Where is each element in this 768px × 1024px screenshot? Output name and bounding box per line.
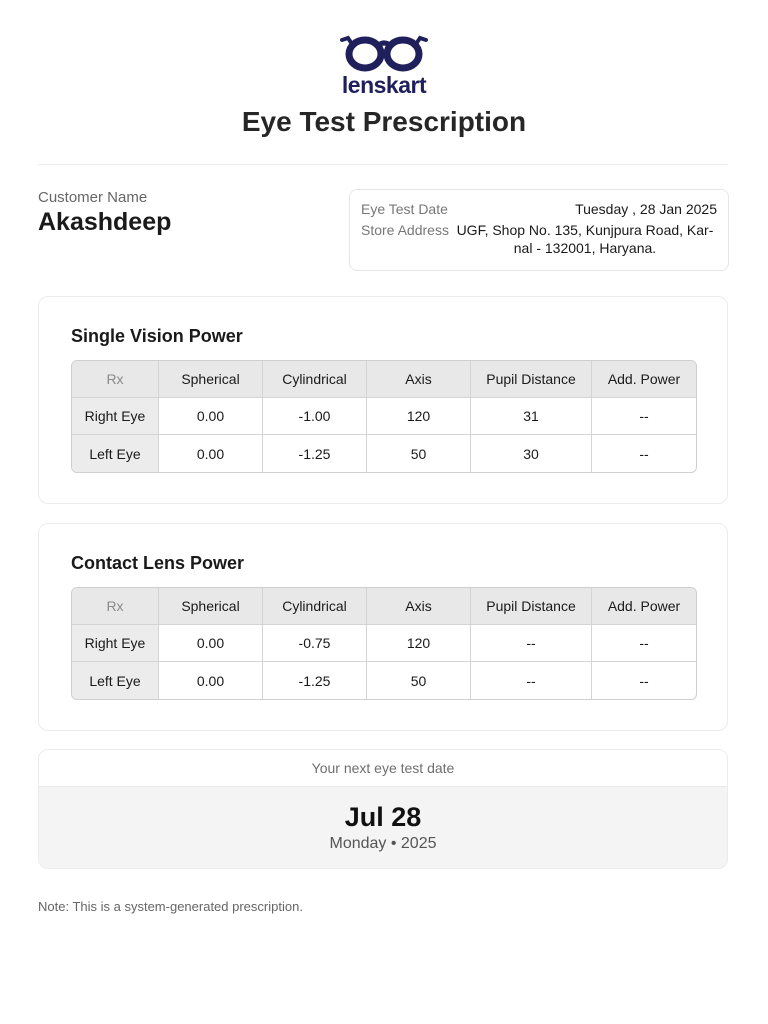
eye-label: Left Eye [72,435,159,472]
table-cell: -- [592,625,696,662]
table-header-row [72,588,696,625]
table-row [72,662,696,699]
table-cell: 0.00 [159,662,263,699]
glasses-icon [336,34,432,74]
table-cell: -0.75 [263,625,367,662]
table-cell: -- [639,445,649,462]
column-header: Rx [72,588,159,625]
table-row [72,625,696,662]
table-cell: -1.25 [263,662,367,699]
test-date-label: Eye Test Date [361,201,448,217]
table-cell: 0.00 [159,435,263,472]
eye-label: Left Eye [72,662,159,699]
table-cell: -1.25 [263,435,367,472]
brand-wordmark: lenskart [341,72,427,98]
column-header: Cylindrical [263,361,367,398]
table-cell: 120 [367,625,471,662]
contact-lens-table [71,587,697,700]
column-header: Cylindrical [263,588,367,625]
test-date-value: Tuesday , 28 Jan 2025 [575,201,717,217]
customer-name: Akashdeep [38,208,172,236]
table-cell: -1.00 [263,398,367,435]
next-test-date: Jul 28 [344,802,422,832]
table-cell: -- [639,672,649,689]
test-info-card [349,189,729,271]
column-header: Axis [367,588,471,625]
table-cell: 120 [367,398,471,435]
next-test-card [38,749,728,869]
table-cell: -- [471,625,592,662]
contact-lens-title: Contact Lens Power [71,553,245,573]
table-cell: 0.00 [159,398,263,435]
store-address-value: UGF, Shop No. 135, Kunjpura Road, Kar-nal - 132001, Haryana. [456,222,714,256]
table-cell: -- [471,662,592,699]
footer-note: Note: This is a system-generated prescription. [38,899,303,914]
column-header: Spherical [159,588,263,625]
customer-name-label: Customer Name [38,189,148,206]
column-header: Add. Power [592,361,696,398]
table-cell: 50 [367,435,471,472]
lenskart-logo [336,34,432,100]
table-row [72,435,696,472]
table-cell: -- [592,398,696,435]
table-cell: 0.00 [159,625,263,662]
single-vision-card [38,296,728,504]
page-title: Eye Test Prescription [241,106,527,137]
eye-label: Right Eye [72,625,159,662]
next-test-body [39,787,727,869]
table-row [72,398,696,435]
column-header: Rx [72,361,159,398]
single-vision-table [71,360,697,473]
single-vision-title: Single Vision Power [71,326,243,346]
column-header: Spherical [159,361,263,398]
table-cell: 30 [471,435,592,472]
contact-lens-card [38,523,728,731]
header-divider [38,164,728,165]
table-cell: 31 [471,398,592,435]
eye-label: Right Eye [72,398,159,435]
store-address-label: Store Address [361,222,449,238]
next-test-day-year: Monday • 2025 [329,835,437,852]
next-test-label: Your next eye test date [39,750,727,787]
table-cell: 50 [367,662,471,699]
column-header: Pupil Distance [471,588,592,625]
column-header: Add. Power [592,588,696,625]
column-header: Axis [367,361,471,398]
table-header-row [72,361,696,398]
column-header: Pupil Distance [471,361,592,398]
